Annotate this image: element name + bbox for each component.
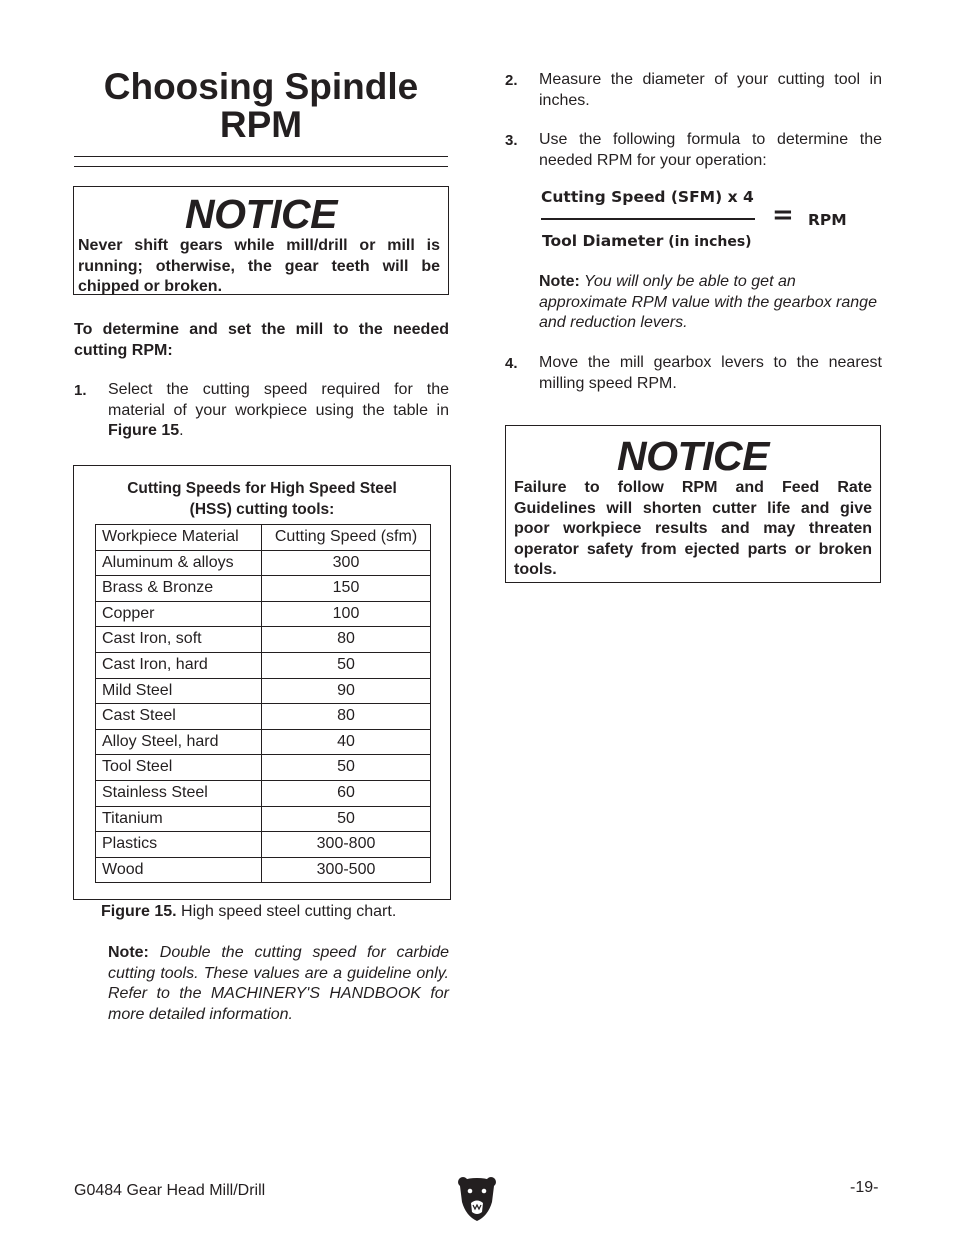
step-3-number: 3. (505, 132, 518, 149)
step-1-text (108, 380, 449, 442)
material-cell: Tool Steel (96, 755, 262, 781)
notice-2-text: Failure to follow RPM and Feed Rate Guidelines will shorten cutter life and give poor workpiece results and may threaten operator safety from ejected parts or broken tools. (514, 479, 872, 578)
table-caption-line-1: Cutting Speeds for High Speed Steel (127, 480, 397, 497)
speed-cell: 300-800 (262, 832, 431, 858)
table-row (96, 704, 431, 730)
material-cell: Cast Iron, hard (96, 652, 262, 678)
note-label: Note: (108, 944, 149, 961)
formula-denominator-b: (in inches) (663, 234, 752, 250)
speed-cell: 80 (262, 704, 431, 730)
step-1-number: 1. (74, 382, 87, 399)
footer-page-number: -19- (850, 1179, 879, 1196)
table-row (96, 678, 431, 704)
speed-cell: 50 (262, 652, 431, 678)
page-title (74, 68, 448, 144)
table-row (96, 576, 431, 602)
title-rule-top (74, 156, 448, 157)
step-4-number: 4. (505, 355, 518, 372)
material-cell: Alloy Steel, hard (96, 729, 262, 755)
table-row (96, 627, 431, 653)
cutting-speed-table-box (73, 465, 451, 900)
notice-box-gears (73, 186, 449, 295)
speed-cell: 90 (262, 678, 431, 704)
formula-denominator (542, 232, 752, 250)
figure-caption-text: High speed steel cutting chart. (176, 903, 397, 920)
header-speed: Cutting Speed (sfm) (262, 525, 431, 551)
cutting-speed-table (95, 524, 431, 883)
table-row (96, 780, 431, 806)
speed-cell: 300 (262, 550, 431, 576)
formula-denominator-a: Tool Diameter (542, 232, 664, 250)
material-cell: Plastics (96, 832, 262, 858)
step-2-text: Measure the diameter of your cutting tool in inches. (539, 71, 882, 109)
speed-cell: 40 (262, 729, 431, 755)
table-caption (74, 478, 450, 520)
rpm-formula (541, 188, 861, 258)
note-2-label: Note: (539, 273, 580, 290)
speed-cell: 150 (262, 576, 431, 602)
step-4-text: Move the mill gearbox levers to the nearest milling speed RPM. (539, 354, 882, 392)
formula-numerator: Cutting Speed (SFM) x 4 (541, 188, 754, 206)
figure-15-ref: Figure 15 (108, 422, 180, 439)
material-cell: Titanium (96, 806, 262, 832)
table-row (96, 550, 431, 576)
header-material: Workpiece Material (96, 525, 262, 551)
bear-logo-icon (458, 1176, 496, 1222)
step-2-number: 2. (505, 72, 518, 89)
table-row (96, 857, 431, 883)
note-carbide (108, 943, 449, 1025)
material-cell: Mild Steel (96, 678, 262, 704)
speed-cell: 50 (262, 755, 431, 781)
table-row (96, 755, 431, 781)
material-cell: Copper (96, 601, 262, 627)
notice-2-heading: NOTICE (617, 433, 769, 479)
step-1-text-b: . (179, 422, 184, 439)
material-cell: Aluminum & alloys (96, 550, 262, 576)
table-caption-line-2: (HSS) cutting tools: (189, 501, 335, 518)
material-cell: Cast Steel (96, 704, 262, 730)
title-rule-bottom (74, 166, 448, 167)
material-cell: Stainless Steel (96, 780, 262, 806)
note-text: Double the cutting speed for carbide cutting tools. These values are a guideline only. Refer to the MACHINERY'S HANDBOOK for more detailed information. (108, 944, 449, 1023)
speed-cell: 50 (262, 806, 431, 832)
note-approximate (539, 272, 884, 334)
table-header-row (96, 525, 431, 551)
material-cell: Brass & Bronze (96, 576, 262, 602)
title-line-2: RPM (219, 104, 303, 145)
footer-model: G0484 Gear Head Mill/Drill (74, 1182, 266, 1199)
figure-caption (101, 902, 396, 923)
intro-text: To determine and set the mill to the needed cutting RPM: (74, 321, 449, 359)
speed-cell: 100 (262, 601, 431, 627)
step-3-text: Use the following formula to determine the needed RPM for your operation: (539, 131, 882, 169)
speed-cell: 300-500 (262, 857, 431, 883)
title-line-1: Choosing Spindle (103, 66, 419, 107)
table-row (96, 832, 431, 858)
table-row (96, 601, 431, 627)
speed-cell: 60 (262, 780, 431, 806)
table-row (96, 729, 431, 755)
notice-text: Never shift gears while mill/drill or mill is running; otherwise, the gear teeth will be chipped or broken. (78, 237, 440, 295)
speed-cell: 80 (262, 627, 431, 653)
notice-box-rpm (505, 425, 881, 583)
fraction-bar (541, 218, 755, 220)
note-2-text: You will only be able to get an approximate RPM value with the gearbox range and reduction levers. (539, 273, 877, 331)
formula-equals: = (772, 200, 794, 230)
step-1-text-a: Select the cutting speed required for the material of your workpiece using the table in (108, 381, 449, 419)
table-row (96, 806, 431, 832)
material-cell: Cast Iron, soft (96, 627, 262, 653)
material-cell: Wood (96, 857, 262, 883)
table-row (96, 652, 431, 678)
notice-heading: NOTICE (185, 191, 337, 237)
figure-label: Figure 15. (101, 903, 177, 920)
formula-result: RPM (808, 211, 847, 229)
